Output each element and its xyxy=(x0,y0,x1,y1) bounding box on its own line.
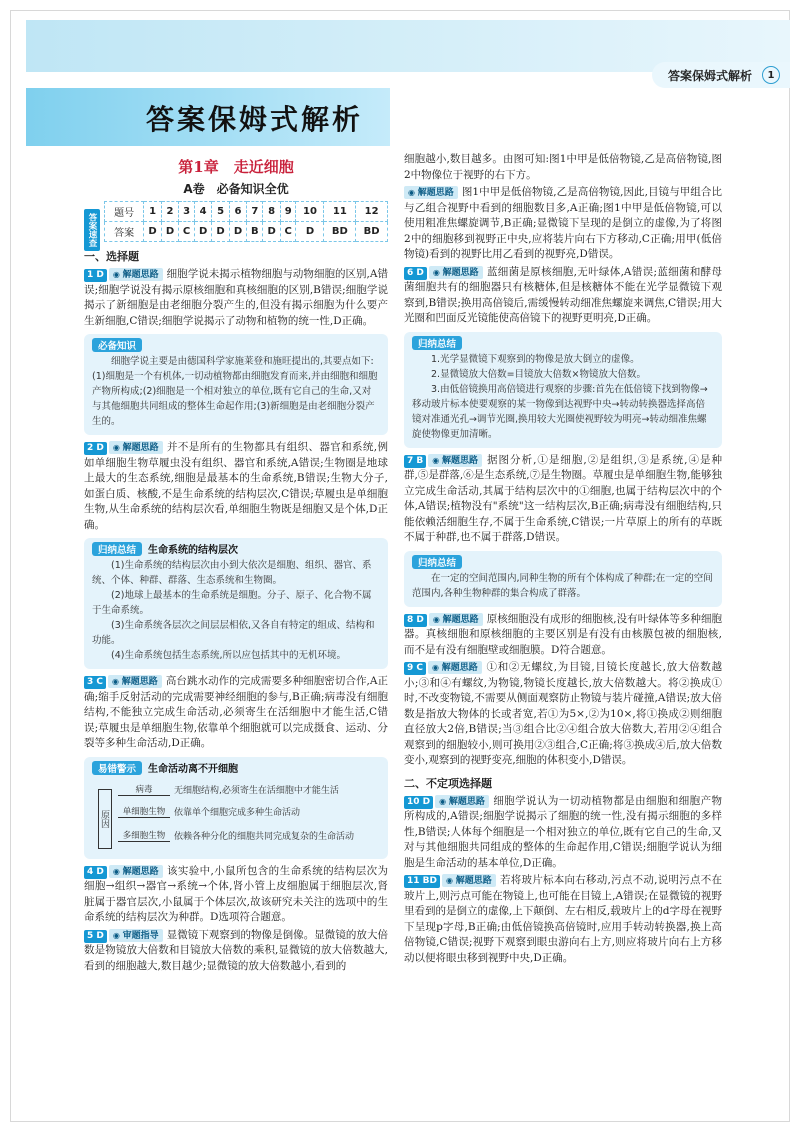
tag-label: ◉ 解题思路 xyxy=(428,454,482,467)
qnum: 11 xyxy=(324,202,356,222)
qnum: 12 xyxy=(356,202,388,222)
explanation: 细胞学说认为一切动植物都是由细胞和细胞产物所构成的,A错误;细胞学说揭示了细胞的统一性,没有揭示细胞的多样性,B错误;人体每个细胞是一个相对独立的单位,既有它自己的生命,又对与其他细胞共同组成的整体的生命起作用,C错误;细胞学说认为细胞是生命活动的基本单位,D正确。 xyxy=(404,794,722,869)
qnum: 9 xyxy=(280,202,296,222)
answer-11 xyxy=(404,873,722,966)
answer-cell: D xyxy=(212,222,229,242)
diagram-label: 原因 xyxy=(98,789,112,849)
answer-3 xyxy=(84,674,388,752)
answer-cell: D xyxy=(144,222,161,242)
volume-title: A卷 必备知识全优 xyxy=(183,182,289,196)
tag-label: ◉ 解题思路 xyxy=(108,675,162,688)
qnum: 1 xyxy=(144,202,161,222)
right-column xyxy=(404,152,722,968)
answer-10 xyxy=(404,794,722,872)
box-title: 归纳总结 xyxy=(92,542,142,556)
box-heading: 生命活动离不开细胞 xyxy=(148,763,239,775)
qnum: 7 xyxy=(247,202,263,222)
box-title: 归纳总结 xyxy=(412,555,462,569)
section-heading: 二、不定项选择题 xyxy=(404,776,492,790)
answer-cell: D xyxy=(263,222,280,242)
qnum: 5 xyxy=(212,202,229,222)
explanation: 图1中甲是低倍物镜,乙是高倍物镜,因此,目镜与甲组合比与乙组合视野中看到的细胞数目多,A正确;图1中甲是低倍物镜,可以使用粗准焦螺旋调节,B正确;显微镜下呈现的是倒立的虚像,为了将图2中的细胞移到视野正中央,应将装片向右下方移动,C正确;用甲(低倍物镜)看到的视野比用乙看到的视野亮,D错误。 xyxy=(404,186,722,260)
chapter-title: 第1章 走近细胞 xyxy=(178,158,294,176)
tag-label: ◉ 解题思路 xyxy=(428,661,482,674)
row-label: 单细胞生物 xyxy=(118,805,170,818)
qnum: 6 xyxy=(229,202,246,222)
tag-label: ◉ 解题思路 xyxy=(429,613,483,626)
question-number: 7 B xyxy=(404,455,426,468)
explanation: 蓝细菌是原核细胞,无叶绿体,A错误;蓝细菌和酵母菌细胞共有的细胞器只有核糖体,但是核糖体不能在光学显微镜下观察到,B错误;换用高倍镜后,需缓慢转动细准焦螺旋来调焦,C错误;用大光圈和凹面反光镜能使高倍镜下的视野更明亮,D正确。 xyxy=(404,265,722,324)
explanation: 显微镜下观察到的物像是倒像。显微镜的放大倍数是物镜放大倍数和目镜放大倍数的乘积,显微镜的放大倍数越大,看到的细胞越大,数目越少;显微镜的放大倍数越小,看到的 xyxy=(84,928,388,972)
row-label: 病毒 xyxy=(118,783,170,796)
explanation: 细胞学说未揭示植物细胞与动物细胞的区别,A错误;细胞学说没有揭示原核细胞和真核细胞的区别,B错误;细胞学说揭示了新细胞是由老细胞分裂产生的,但没有揭示细胞为什么要产生新细胞,C错误;细胞学说揭示了动物和植物的统一性,D正确。 xyxy=(84,268,388,327)
answer-6 xyxy=(404,265,722,327)
tag-label: ◉ 解题思路 xyxy=(404,186,458,199)
answer-table xyxy=(104,201,388,242)
explanation: 原核细胞没有成形的细胞核,没有叶绿体等多种细胞器。真核细胞和原核细胞的主要区别是有没有由核膜包被的细胞核,而不是有没有细胞壁或细胞膜。D符合题意。 xyxy=(404,612,722,656)
answer-cell: D xyxy=(194,222,211,242)
answer-cell: BD xyxy=(324,222,356,242)
running-header xyxy=(652,62,790,88)
tag-label: ◉ 审题指导 xyxy=(109,929,163,942)
summary-box xyxy=(84,538,388,669)
explanation: 若将玻片标本向右移动,污点不动,说明污点不在玻片上,则污点可能在物镜上,也可能在目镜上,A错误;在显微镜的视野里看到的是倒立的虚像,上下颠倒、左右相反,载玻片上的d字母在视野下呈现p字母,B正确;由低倍镜换高倍镜时,应用手转动转换器,换上高倍物镜,C错误;视野下观察到眼虫游向右上方,则应将玻片向右上方移动以便将眼虫移到视野中央,D正确。 xyxy=(404,874,722,964)
answer-cell: D xyxy=(296,222,324,242)
row-label: 多细胞生物 xyxy=(118,829,170,842)
answer-2 xyxy=(84,440,388,533)
question-number: 5 D xyxy=(84,930,107,943)
qnum-label: 题号 xyxy=(105,202,144,222)
answer-4 xyxy=(84,864,388,926)
tag-label: ◉ 解题思路 xyxy=(109,441,163,454)
box-heading: 生命系统的结构层次 xyxy=(148,545,239,556)
question-number: 6 D xyxy=(404,267,427,280)
row-text: 依赖各种分化的细胞共同完成复杂的生命活动 xyxy=(174,831,355,842)
explanation: ①和②无螺纹,为目镜,目镜长度越长,放大倍数越小;③和④有螺纹,为物镜,物镜长度越长,放大倍数越大。将②换成①时,不改变物镜,不需要从侧面观察防止物镜与装片碰撞,A错误;放大倍数是指放大物体的长或者宽,若①为5×,②为10×,将①换成②则细胞直径放大2倍,B错误;当③组合比②④组合放大倍数大,若用②④组合观察到的细胞较小,则可换用②③组合,C正确;将③换成④后,放大倍数变小,观察到的视野变亮,细胞的体积变小,D错误。 xyxy=(404,661,722,766)
qnum: 10 xyxy=(296,202,324,222)
question-number: 1 D xyxy=(84,269,107,282)
question-number: 11 BD xyxy=(404,875,440,888)
warning-box xyxy=(84,757,388,859)
explanation: 据图分析,①是细胞,②是组织,③是系统,④是种群,⑤是群落,⑥是生态系统,⑦是生物圈。草履虫是单细胞生物,能够独立完成生命活动,其属于结构层次中的①细胞,也属于结构层次中的个体,A错误;植物没有"系统"这一结构层次,B正确;病毒没有细胞结构,只能依赖活细胞生存,不属于生命系统,C错误;一片草原上的所有的草既不属于种群,也不属于群落,D错误。 xyxy=(404,453,722,543)
qnum: 4 xyxy=(194,202,211,222)
box-line: 1.光学显微镜下观察到的物像是放大倒立的虚像。 xyxy=(431,353,640,365)
header-label: 答案保姆式解析 xyxy=(667,68,752,83)
title-banner xyxy=(26,88,390,146)
explanation: 该实验中,小鼠所包含的生命系统的结构层次为细胞→组织→器官→系统→个体,肾小管上皮细胞属于细胞层次,肾脏属于器官层次,小鼠属于个体层次,故该研究未关注的选项中的生命系统的结构层次为种群。D选项符合题意。 xyxy=(84,864,388,923)
answer-9 xyxy=(404,660,722,769)
explanation: 高台跳水动作的完成需要多种细胞密切合作,A正确;缩手反射活动的完成需要神经细胞的参与,B正确;病毒没有细胞结构,不能独立完成生命活动,必须寄生在活细胞中才能生活,C错误;草履虫是单细胞生物,依靠单个细胞就可以完成摄食、运动、分裂等多种生命活动,D正确。 xyxy=(84,675,388,749)
answer-cell: B xyxy=(247,222,263,242)
answer-table-label: 答案速查 xyxy=(84,209,100,251)
box-line: (3)生命系统各层次之间层层相依,又各自有特定的组成、结构和功能。 xyxy=(92,620,375,646)
box-line: (2)地球上最基本的生命系统是细胞。分子、原子、化合物不属于生命系统。 xyxy=(92,590,372,616)
answer-7 xyxy=(404,453,722,546)
box-line: 在一定的空间范围内,同种生物的所有个体构成了种群;在一定的空间范围内,各种生物种群的集合构成了群落。 xyxy=(412,572,713,599)
knowledge-box xyxy=(84,334,388,435)
row-text: 依靠单个细胞完成多种生命活动 xyxy=(174,807,301,818)
diagram-row xyxy=(118,783,339,796)
tag-label: ◉ 解题思路 xyxy=(429,266,483,279)
tag-label: ◉ 解题思路 xyxy=(109,268,163,281)
box-line: 3.由低倍镜换用高倍镜进行观察的步骤:首先在低倍镜下找到物像→移动玻片标本使要观察的某一物像到达视野中央→转动转换器选择高倍镜对准通光孔→调节光圈,换用较大光圈使视野较为明亮→转动细准焦螺旋使物像更加清晰。 xyxy=(412,383,708,440)
banner-title: 答案保姆式解析 xyxy=(146,103,364,136)
answer-5 xyxy=(84,928,388,975)
box-body: 细胞学说主要是由德国科学家施莱登和施旺提出的,其要点如下:(1)细胞是一个有机体,一切动植物都由细胞发育而来,并由细胞和细胞产物所构成;(2)细胞是一个相对独立的单位,既有它自己的生命,又对与其他细胞共同组成的整体生命起作用;(3)新细胞是由老细胞分裂产生的。 xyxy=(92,356,378,427)
question-number: 8 D xyxy=(404,614,427,627)
box-title: 必备知识 xyxy=(92,338,142,352)
tag-label: ◉ 解题思路 xyxy=(442,874,496,887)
answer-5-reasoning xyxy=(404,185,722,263)
tag-label: ◉ 解题思路 xyxy=(435,795,489,808)
box-line: (4)生命系统包括生态系统,所以应包括其中的无机环境。 xyxy=(111,650,346,661)
question-number: 4 D xyxy=(84,866,107,879)
question-number: 3 C xyxy=(84,676,106,689)
page-number: 1 xyxy=(762,66,780,84)
left-column xyxy=(84,152,388,976)
answer-cell: BD xyxy=(356,222,388,242)
tag-label: ◉ 解题思路 xyxy=(109,865,163,878)
section-heading: 一、选择题 xyxy=(84,250,139,263)
explanation-continued: 细胞越小,数目越多。由图可知:图1中甲是低倍物镜,乙是高倍物镜,图2中物像位于视野的右下方。 xyxy=(404,153,722,181)
qnum: 2 xyxy=(161,202,178,222)
summary-box xyxy=(404,551,722,607)
question-number: 10 D xyxy=(404,796,433,809)
answer-cell: D xyxy=(229,222,246,242)
answer-label: 答案 xyxy=(105,222,144,242)
answer-8 xyxy=(404,612,722,659)
diagram-row xyxy=(118,829,354,842)
question-number: 2 D xyxy=(84,442,107,455)
box-line: 2.显微镜放大倍数=目镜放大倍数×物镜放大倍数。 xyxy=(431,368,646,380)
answer-1 xyxy=(84,267,388,329)
box-title: 归纳总结 xyxy=(412,336,462,350)
answer-cell: C xyxy=(280,222,296,242)
diagram-row xyxy=(118,805,300,818)
box-title: 易错警示 xyxy=(92,761,142,775)
row-text: 无细胞结构,必须寄生在活细胞中才能生活 xyxy=(174,785,339,796)
box-line: (1)生命系统的结构层次由小到大依次是细胞、组织、器官、系统、个体、种群、群落、生态系统和生物圈。 xyxy=(92,560,372,586)
reason-diagram xyxy=(92,781,380,853)
explanation: 并不是所有的生物都具有组织、器官和系统,例如单细胞生物草履虫没有组织、器官和系统,A错误;生物圈是地球上最大的生态系统,细胞是最基本的生命系统,B错误;生物大分子,如蛋白质、核酸,不是生命系统的结构层次,C错误;草履虫是单细胞生物,从生命系统的结构层次看,单细胞生物既是细胞又是个体,D正确。 xyxy=(84,441,388,531)
answer-cell: C xyxy=(179,222,195,242)
summary-box xyxy=(404,332,722,448)
qnum: 8 xyxy=(263,202,280,222)
question-number: 9 C xyxy=(404,662,426,675)
qnum: 3 xyxy=(179,202,195,222)
answer-cell: D xyxy=(161,222,178,242)
